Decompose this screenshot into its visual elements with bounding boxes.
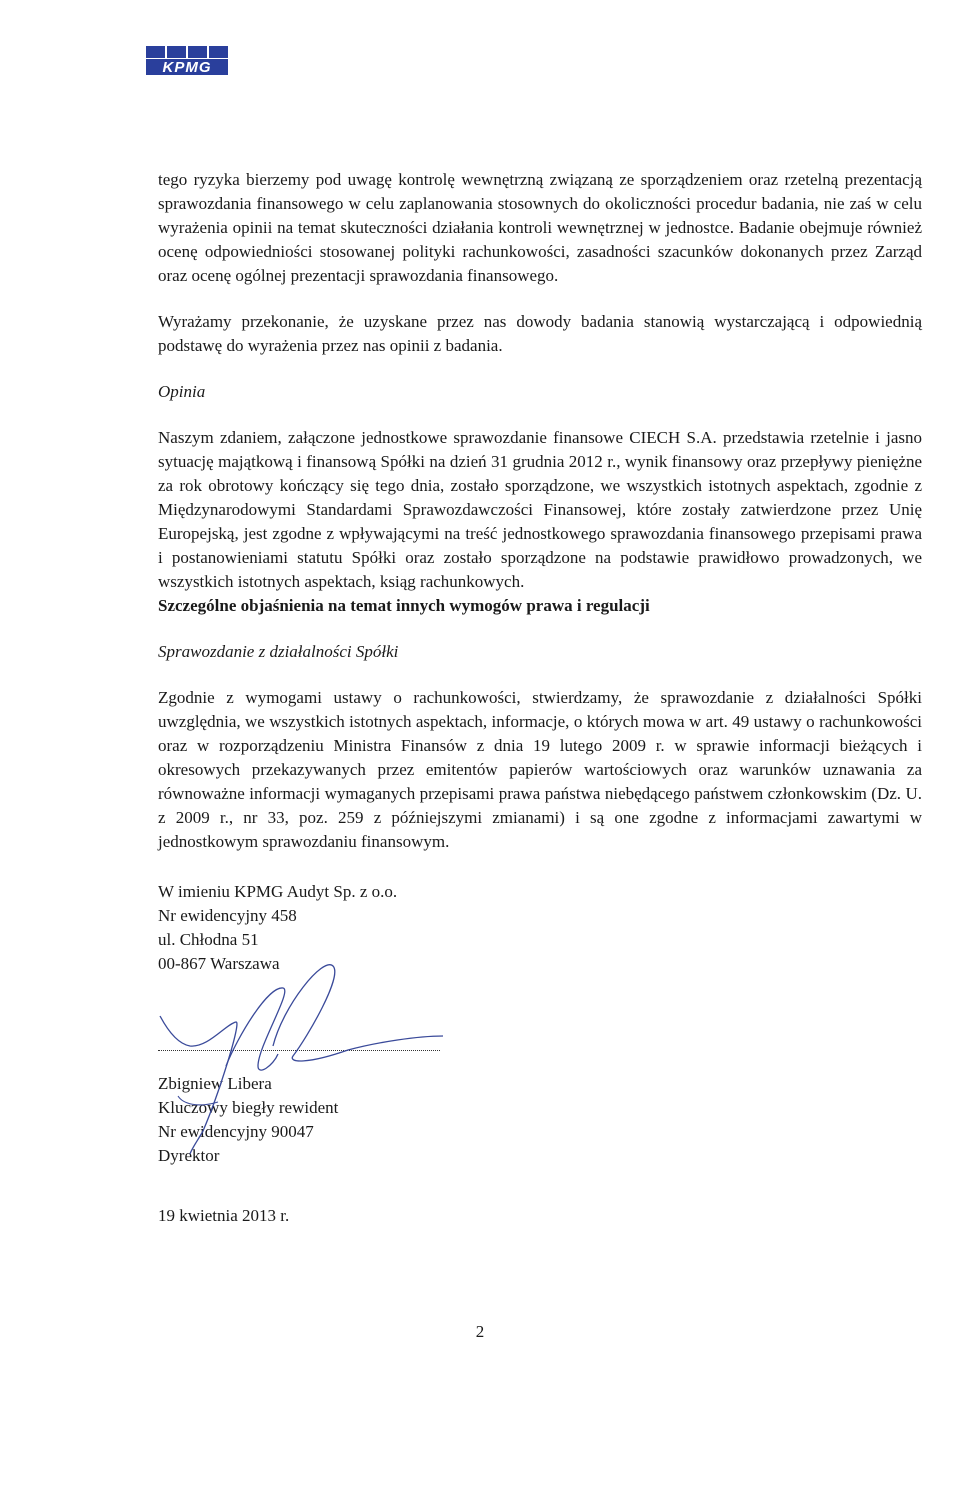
firm-name: W imieniu KPMG Audyt Sp. z o.o. [158, 882, 398, 901]
logo-text: KPMG [162, 59, 212, 76]
paragraph-opinion: Naszym zdaniem, załączone jednostkowe sprawozdanie finansowe CIECH S.A. przedstawia rzetelnie i jasno sytuację majątkową i finansową Spółki na dzień 31 grudnia 2012 r., wynik finansowy oraz przepływy pieniężne za rok obrotowy kończący się tego dnia, zostało sporządzone, we wszystkich istotnych aspektach, zgodnie z Międzynarodowymi Standardami Sprawozdawczości Finansowej, które zostały zatwierdzone przez Unię Europejską, jest zgodne z wpływającymi na treść jednostkowego sprawozdania finansowego przepisami prawa i postanowieniami statutu Spółki oraz zostało sporządzone na podstawie prawidłowo prowadzonych, we wszystkich istotnych aspektach, ksiąg rachunkowych. [158, 428, 922, 591]
paragraph-audit-scope: tego ryzyka bierzemy pod uwagę kontrolę wewnętrzną związaną ze sporządzeniem oraz rzetelną prezentacją sprawozdania finansowego w celu zaplanowania stosownych do okoliczności procedur badania, nie zaś w celu wyrażenia opinii na temat skuteczności działania kontroli wewnętrznej w jednostce. Badanie obejmuje również ocenę odpowiedniości stosowanej polityki rachunkowości, zasadności szacunków dokonanych przez Zarząd oraz ocenę ogólnej prezentacji sprawozdania finansowego. [158, 170, 922, 285]
firm-city: 00-867 Warszawa [158, 954, 280, 973]
paragraph-activity-report: Zgodnie z wymogami ustawy o rachunkowości, stwierdzamy, że sprawozdanie z działalności Spółki uwzględnia, we wszystkich istotnych aspektach, informacje, o których mowa w art. 49 ustawy o rachunkowości oraz w rozporządzeniu Ministra Finansów z dnia 19 lutego 2009 r. w sprawie informacji bieżących i okresowych przekazywanych przez emitentów papierów wartościowych oraz warunków uznawania za równoważne informacji wymaganych przepisami prawa państwa niebędącego państwem członkowskim (Dz. U. z 2009 r., nr 33, poz. 259 z późniejszymi zmianami) i są one zgodne z informacjami zawartymi w jednostkowym sprawozdaniu finansowym. [158, 688, 922, 851]
signer-registration: Nr ewidencyjny 90047 [158, 1122, 314, 1141]
signer-name: Zbigniew Libera [158, 1074, 272, 1093]
signer-title: Kluczowy biegły rewident [158, 1098, 339, 1117]
page-number: 2 [475, 1322, 485, 1341]
firm-street: ul. Chłodna 51 [158, 930, 259, 949]
signer-role: Dyrektor [158, 1146, 220, 1165]
report-body [158, 168, 922, 1228]
section-subheading: Sprawozdanie z działalności Spółki [158, 642, 399, 661]
report-date: 19 kwietnia 2013 r. [158, 1206, 290, 1225]
section-heading: Szczególne objaśnienia na temat innych wymogów prawa i regulacji [158, 596, 650, 615]
handwritten-signature [108, 926, 448, 1156]
kpmg-logo [146, 46, 230, 76]
opinion-label: Opinia [158, 382, 206, 401]
kpmg-logo-graphic [146, 46, 230, 76]
firm-registration: Nr ewidencyjny 458 [158, 906, 297, 925]
paragraph-evidence: Wyrażamy przekonanie, że uzyskane przez nas dowody badania stanowią wystarczającą i odpowiednią podstawę do wyrażenia przez nas opinii z badania. [158, 312, 922, 355]
signature-area [158, 976, 922, 1072]
